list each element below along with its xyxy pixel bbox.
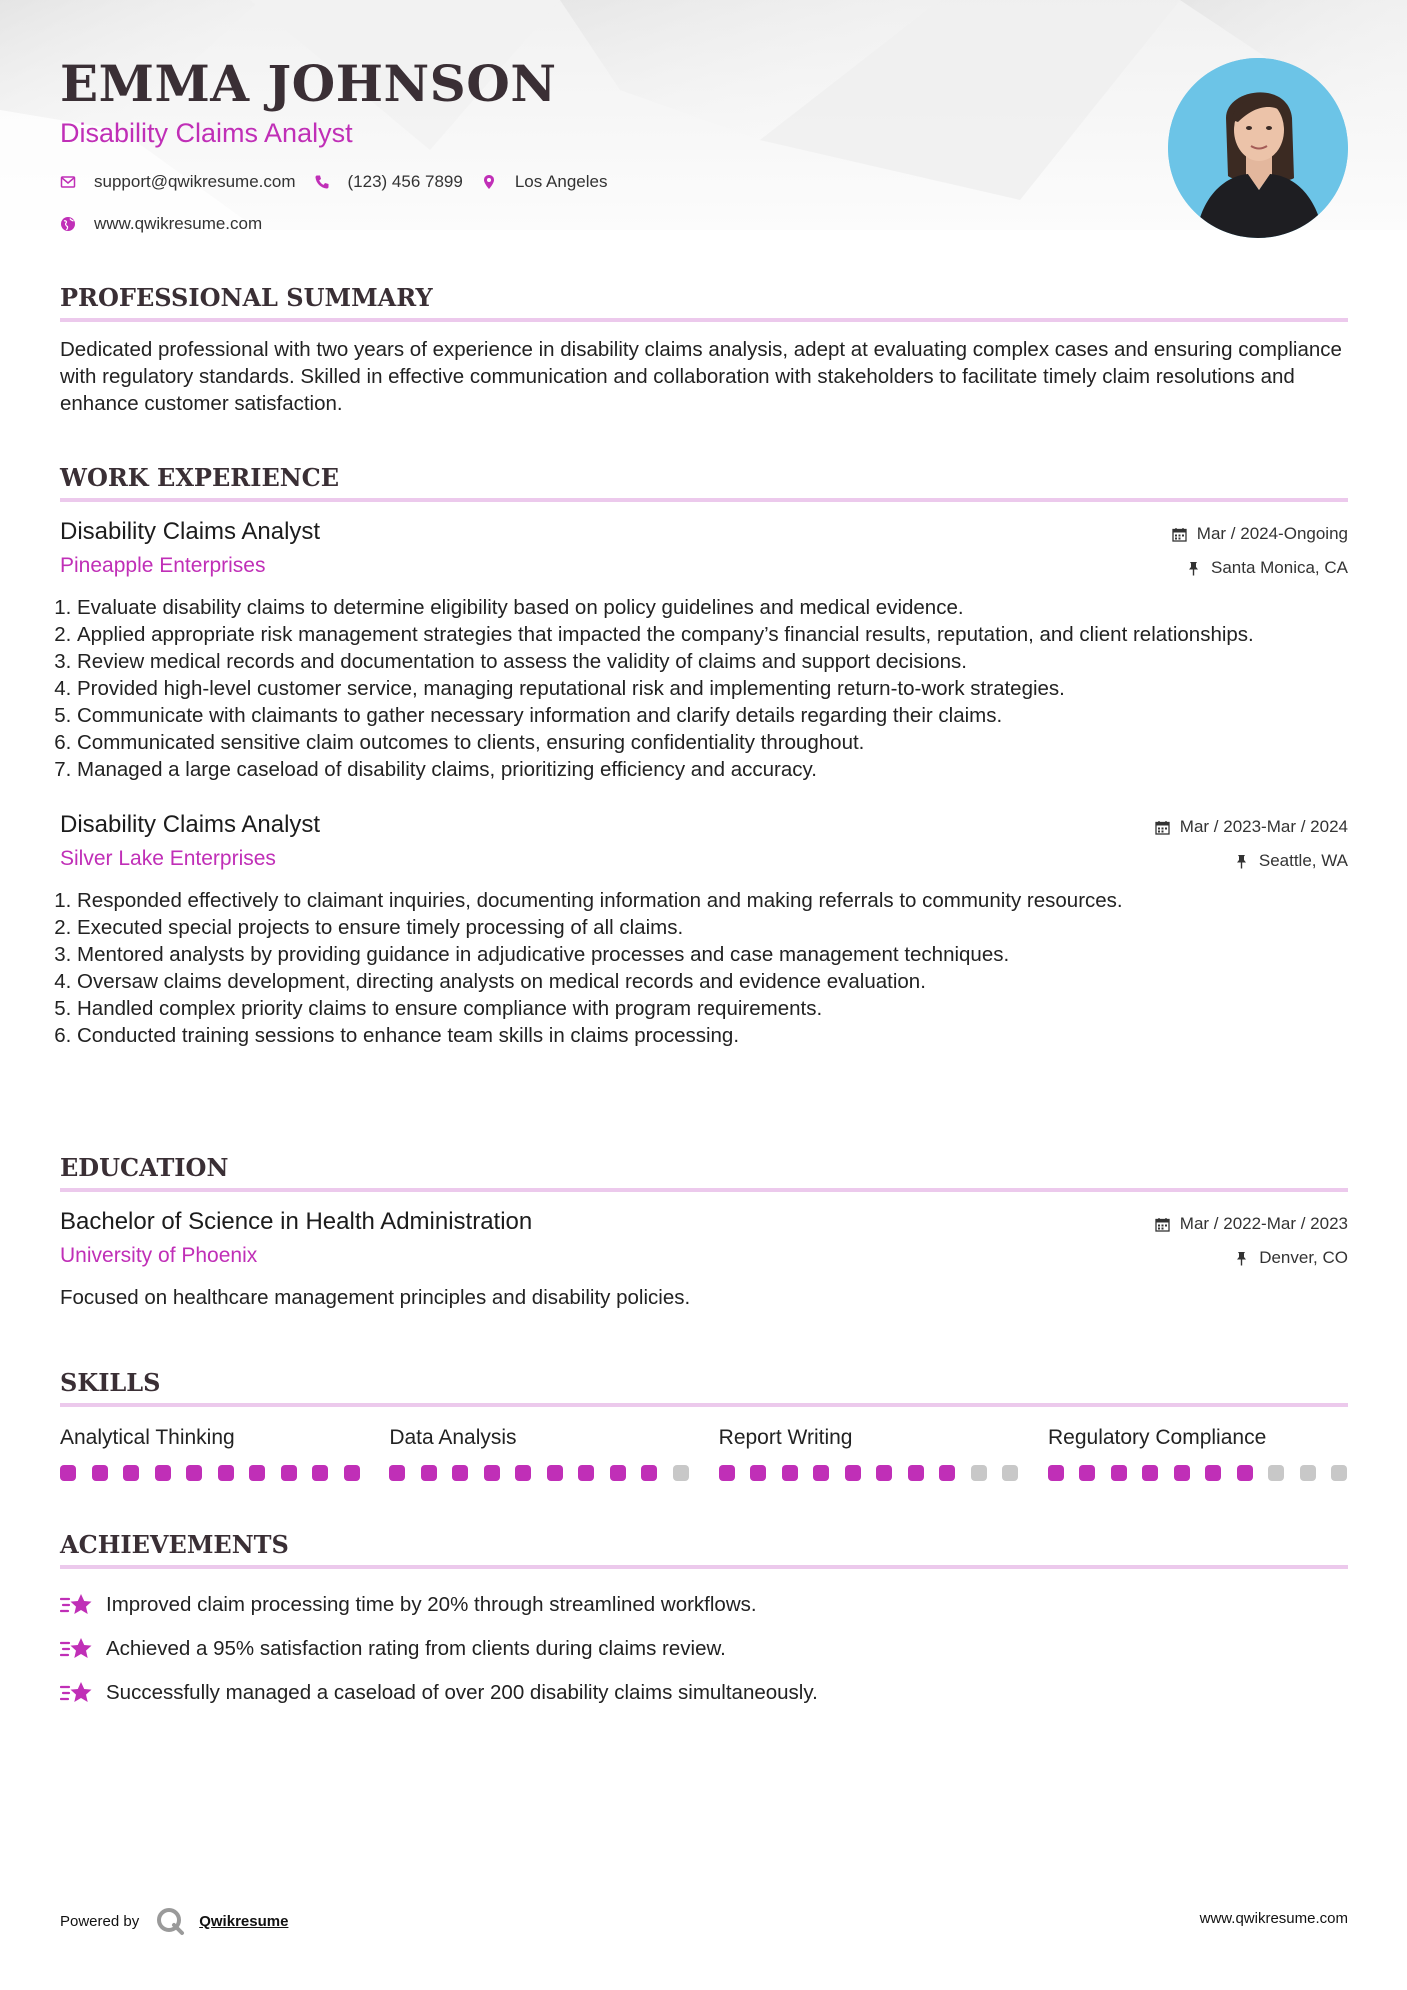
job-date [1172, 524, 1348, 544]
education-section [60, 1148, 1348, 1337]
skill-name: Regulatory Compliance [1047, 1426, 1267, 1449]
achievement-item [60, 1583, 1348, 1627]
skill-dot-filled [845, 1465, 861, 1481]
profile-photo [1168, 58, 1348, 238]
phone-icon [314, 174, 330, 190]
contact-line [60, 172, 625, 192]
job-header-row [60, 516, 1348, 552]
contact-website[interactable]: www.qwikresume.com [94, 214, 263, 233]
skill-item [719, 1421, 1019, 1481]
duty-item: 1. Responded effectively to claimant inquiries, documenting information and making referrals to community resources. [77, 887, 1348, 914]
summary-section [60, 278, 1348, 417]
skill-rating [60, 1465, 360, 1481]
skill-dot-filled [750, 1465, 766, 1481]
skill-name: Data Analysis [389, 1426, 517, 1449]
education-school-row [60, 1242, 1348, 1278]
job-company: Pineapple Enterprises [60, 554, 266, 577]
job-entry [60, 516, 1348, 783]
job-location-text: Seattle, WA [1258, 851, 1348, 870]
skill-item [1048, 1421, 1348, 1481]
star-icon [60, 1635, 94, 1663]
duty-item: 7. Managed a large caseload of disability claims, prioritizing efficiency and accuracy. [77, 756, 1348, 783]
skill-dot-empty [1268, 1465, 1284, 1481]
job-date-text: Mar / 2023-Mar / 2024 [1179, 817, 1348, 836]
duty-item: 1. Evaluate disability claims to determine eligibility based on policy guidelines and medical evidence. [77, 594, 1348, 621]
pushpin-icon [1234, 854, 1249, 869]
duty-item: 5. Communicate with claimants to gather necessary information and clarify details regarding their claims. [77, 702, 1348, 729]
job-role: Disability Claims Analyst [60, 811, 321, 838]
skill-dot-filled [1205, 1465, 1221, 1481]
skill-dot-filled [1079, 1465, 1095, 1481]
job-company-row [60, 845, 1348, 881]
map-pin-icon [481, 174, 497, 190]
skills-heading: SKILLS [60, 1363, 1348, 1407]
skill-rating [1048, 1465, 1348, 1481]
skill-dot-filled [60, 1465, 76, 1481]
skill-name: Report Writing [718, 1426, 853, 1449]
skill-dot-empty [971, 1465, 987, 1481]
skill-dot-filled [281, 1465, 297, 1481]
skill-dot-filled [249, 1465, 265, 1481]
achievement-item [60, 1627, 1348, 1671]
skill-dot-filled [312, 1465, 328, 1481]
education-location [1234, 1248, 1348, 1268]
skill-dot-empty [673, 1465, 689, 1481]
job-company-row [60, 552, 1348, 588]
skill-dot-filled [908, 1465, 924, 1481]
contact-location: Los Angeles [514, 172, 608, 191]
job-date-text: Mar / 2024-Ongoing [1196, 524, 1348, 543]
duty-item: 2. Executed special projects to ensure timely processing of all claims. [77, 914, 1348, 941]
skill-dot-filled [1111, 1465, 1127, 1481]
job-location [1186, 558, 1348, 578]
education-description: Focused on healthcare management principles and disability policies. [60, 1286, 691, 1309]
pushpin-icon [1234, 1251, 1249, 1266]
candidate-name: EMMA JOHNSON [60, 54, 557, 113]
skill-dot-filled [1174, 1465, 1190, 1481]
skill-rating [719, 1465, 1019, 1481]
skill-dot-filled [578, 1465, 594, 1481]
skill-dot-filled [1142, 1465, 1158, 1481]
experience-heading: WORK EXPERIENCE [60, 458, 1348, 502]
page-footer [60, 1900, 1348, 1932]
calendar-icon [1155, 1217, 1170, 1232]
pushpin-icon [1186, 561, 1201, 576]
duty-item: 2. Applied appropriate risk management strategies that impacted the company’s financial results, reputation, and client relationships. [77, 621, 1348, 648]
skills-section [60, 1363, 1348, 1481]
achievements-heading: ACHIEVEMENTS [60, 1525, 1348, 1569]
skill-dot-filled [813, 1465, 829, 1481]
skill-dot-filled [344, 1465, 360, 1481]
education-entry [60, 1206, 1348, 1311]
achievement-text: Improved claim processing time by 20% through streamlined workflows. [106, 1593, 757, 1616]
skill-dot-filled [547, 1465, 563, 1481]
duty-item: 3. Mentored analysts by providing guidance in adjudicative processes and case management techniques. [77, 941, 1348, 968]
duty-item: 5. Handled complex priority claims to ensure compliance with program requirements. [77, 995, 1348, 1022]
skill-dot-filled [515, 1465, 531, 1481]
skill-item [389, 1421, 689, 1481]
skill-dot-filled [484, 1465, 500, 1481]
skill-dot-filled [186, 1465, 202, 1481]
skills-list [60, 1421, 1348, 1481]
skill-dot-filled [1237, 1465, 1253, 1481]
skill-dot-filled [92, 1465, 108, 1481]
skill-dot-filled [421, 1465, 437, 1481]
star-icon [60, 1679, 94, 1707]
job-location [1234, 851, 1348, 871]
skill-dot-filled [641, 1465, 657, 1481]
calendar-icon [1172, 527, 1187, 542]
skill-dot-filled [123, 1465, 139, 1481]
duty-item: 6. Conducted training sessions to enhance team skills in claims processing. [77, 1022, 1348, 1049]
duty-item: 4. Oversaw claims development, directing analysts on medical records and evidence evaluation. [77, 968, 1348, 995]
education-header-row [60, 1206, 1348, 1242]
skill-dot-filled [155, 1465, 171, 1481]
skill-dot-filled [452, 1465, 468, 1481]
summary-heading: PROFESSIONAL SUMMARY [60, 278, 1348, 322]
candidate-title: Disability Claims Analyst [60, 118, 353, 148]
duty-item: 6. Communicated sensitive claim outcomes to clients, ensuring confidentiality throughout. [77, 729, 1348, 756]
brand-link[interactable]: Qwikresume [199, 1912, 289, 1930]
globe-icon [60, 216, 76, 232]
skill-dot-filled [782, 1465, 798, 1481]
job-duties [60, 887, 1348, 1049]
footer-url[interactable]: www.qwikresume.com [1199, 1910, 1348, 1927]
education-location-text: Denver, CO [1259, 1248, 1348, 1267]
skill-dot-filled [719, 1465, 735, 1481]
job-company: Silver Lake Enterprises [60, 847, 276, 870]
calendar-icon [1155, 820, 1170, 835]
skill-dot-empty [1300, 1465, 1316, 1481]
job-entry [60, 809, 1348, 1049]
education-date-text: Mar / 2022-Mar / 2023 [1179, 1214, 1348, 1233]
skill-dot-filled [610, 1465, 626, 1481]
job-location-text: Santa Monica, CA [1210, 558, 1348, 577]
job-header-row [60, 809, 1348, 845]
duty-item: 4. Provided high-level customer service, managing reputational risk and implementing return-to-work strategies. [77, 675, 1348, 702]
skill-dot-filled [1048, 1465, 1064, 1481]
achievements-section [60, 1525, 1348, 1715]
powered-by-label: Powered by [60, 1912, 140, 1930]
contact-line-website [60, 214, 280, 234]
powered-by [60, 1906, 288, 1936]
school-name: University of Phoenix [60, 1244, 258, 1267]
skill-dot-filled [389, 1465, 405, 1481]
job-date [1155, 817, 1348, 837]
envelope-icon [60, 174, 76, 190]
skill-dot-filled [939, 1465, 955, 1481]
skill-dot-filled [876, 1465, 892, 1481]
achievement-text: Successfully managed a caseload of over 200 disability claims simultaneously. [106, 1681, 818, 1704]
qwikresume-logo-icon [155, 1906, 185, 1936]
education-date [1155, 1214, 1348, 1234]
summary-text: Dedicated professional with two years of experience in disability claims analysis, adept at evaluating complex cases and ensuring compliance with regulatory standards. Skilled in effective communication and collaboration with stakeholders to facilitate timely claim resolutions and enhance customer satisfaction. [60, 338, 1342, 415]
skill-name: Analytical Thinking [60, 1426, 235, 1449]
duty-item: 3. Review medical records and documentation to assess the validity of claims and support decisions. [77, 648, 1348, 675]
skill-item [60, 1421, 360, 1481]
skill-dot-empty [1331, 1465, 1347, 1481]
experience-section [60, 458, 1348, 1075]
job-role: Disability Claims Analyst [60, 518, 321, 545]
skill-dot-filled [218, 1465, 234, 1481]
contact-email[interactable]: support@qwikresume.com [94, 172, 296, 191]
education-heading: EDUCATION [60, 1148, 1348, 1192]
achievement-item [60, 1671, 1348, 1715]
job-duties [60, 594, 1348, 783]
skill-dot-empty [1002, 1465, 1018, 1481]
contact-phone[interactable]: (123) 456 7899 [347, 172, 463, 191]
star-icon [60, 1591, 94, 1619]
degree-title: Bachelor of Science in Health Administration [60, 1208, 533, 1235]
skill-rating [389, 1465, 689, 1481]
achievement-text: Achieved a 95% satisfaction rating from clients during claims review. [106, 1637, 726, 1660]
